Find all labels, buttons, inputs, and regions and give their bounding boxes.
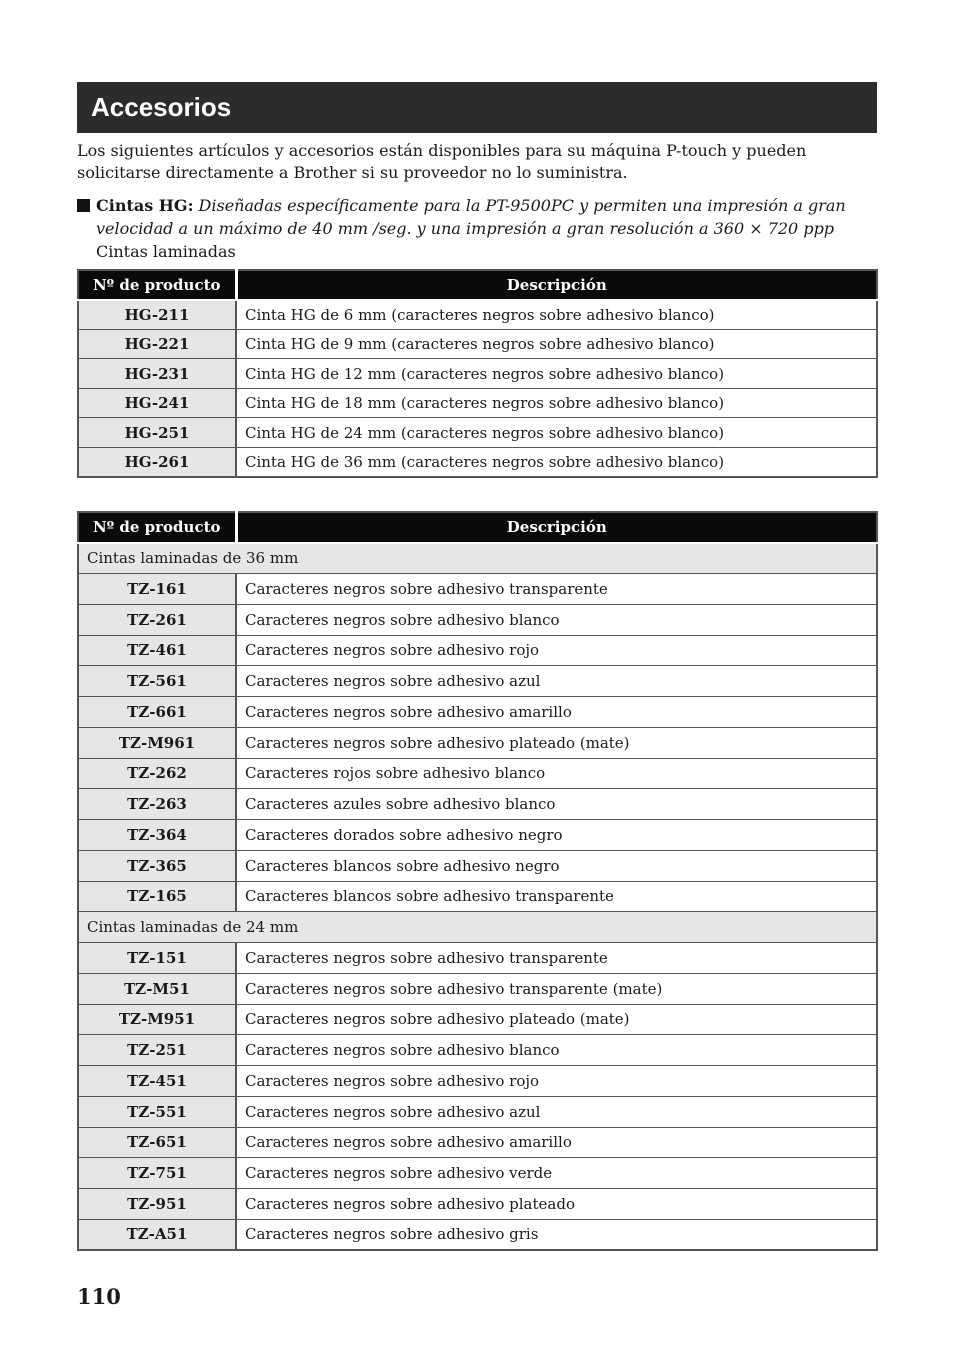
page-title: Accesorios xyxy=(91,92,232,122)
column-header-description: Descripción xyxy=(236,512,877,543)
bullet-subtitle: Cintas laminadas xyxy=(96,242,236,261)
table-row xyxy=(78,1035,877,1066)
product-code: TZ-365 xyxy=(78,850,236,881)
table-group-row xyxy=(78,912,877,943)
intro-paragraph: Los siguientes artículos y accesorios están disponibles para su máquina P-touch y pueden solicitarse directamente a Brother si su proveedor no lo suministra. xyxy=(77,141,807,182)
product-code: TZ-M961 xyxy=(78,727,236,758)
table-row xyxy=(78,943,877,974)
product-code: HG-221 xyxy=(78,329,236,359)
product-description: Cinta HG de 9 mm (caracteres negros sobre adhesivo blanco) xyxy=(236,329,877,359)
product-description: Cinta HG de 12 mm (caracteres negros sobre adhesivo blanco) xyxy=(236,359,877,389)
table-row xyxy=(78,418,877,448)
product-code: HG-241 xyxy=(78,388,236,418)
product-code: TZ-451 xyxy=(78,1066,236,1097)
table-row xyxy=(78,388,877,418)
product-code: TZ-661 xyxy=(78,697,236,728)
product-description: Caracteres dorados sobre adhesivo negro xyxy=(236,820,877,851)
product-description: Cinta HG de 18 mm (caracteres negros sobre adhesivo blanco) xyxy=(236,388,877,418)
product-code: TZ-751 xyxy=(78,1158,236,1189)
product-code: TZ-561 xyxy=(78,666,236,697)
table-row xyxy=(78,1189,877,1220)
table-row xyxy=(78,604,877,635)
table-row xyxy=(78,574,877,605)
product-description: Caracteres negros sobre adhesivo plateado (mate) xyxy=(236,1004,877,1035)
table-row xyxy=(78,1096,877,1127)
product-code: TZ-M951 xyxy=(78,1004,236,1035)
product-description: Caracteres negros sobre adhesivo gris xyxy=(236,1219,877,1250)
product-code: TZ-551 xyxy=(78,1096,236,1127)
bullet-label: Cintas HG: xyxy=(96,196,194,215)
column-header-description: Descripción xyxy=(236,270,877,300)
table-row xyxy=(78,635,877,666)
product-description: Caracteres rojos sobre adhesivo blanco xyxy=(236,758,877,789)
product-code: TZ-165 xyxy=(78,881,236,912)
product-code: TZ-364 xyxy=(78,820,236,851)
product-description: Caracteres negros sobre adhesivo blanco xyxy=(236,1035,877,1066)
table-row xyxy=(78,1158,877,1189)
column-header-code: Nº de producto xyxy=(78,512,236,543)
product-description: Caracteres blancos sobre adhesivo transparente xyxy=(236,881,877,912)
product-description: Cinta HG de 6 mm (caracteres negros sobre adhesivo blanco) xyxy=(236,300,877,330)
product-description: Caracteres negros sobre adhesivo blanco xyxy=(236,604,877,635)
product-code: HG-211 xyxy=(78,300,236,330)
table-row xyxy=(78,1219,877,1250)
product-description: Caracteres azules sobre adhesivo blanco xyxy=(236,789,877,820)
product-code: TZ-263 xyxy=(78,789,236,820)
group-label: Cintas laminadas de 24 mm xyxy=(78,912,877,943)
table-row xyxy=(78,448,877,478)
product-description: Caracteres negros sobre adhesivo amarillo xyxy=(236,1127,877,1158)
table-row xyxy=(78,789,877,820)
table-row xyxy=(78,820,877,851)
product-description: Caracteres negros sobre adhesivo amarillo xyxy=(236,697,877,728)
product-description: Caracteres negros sobre adhesivo azul xyxy=(236,1096,877,1127)
product-description: Cinta HG de 24 mm (caracteres negros sobre adhesivo blanco) xyxy=(236,418,877,448)
table-row xyxy=(78,973,877,1004)
hg-tapes-table xyxy=(77,269,878,478)
table-row xyxy=(78,758,877,789)
product-description: Caracteres negros sobre adhesivo plateado xyxy=(236,1189,877,1220)
product-code: TZ-251 xyxy=(78,1035,236,1066)
table-row xyxy=(78,1066,877,1097)
table-row xyxy=(78,1127,877,1158)
product-code: TZ-262 xyxy=(78,758,236,789)
product-description: Caracteres negros sobre adhesivo transparente (mate) xyxy=(236,973,877,1004)
product-code: TZ-261 xyxy=(78,604,236,635)
product-code: TZ-151 xyxy=(78,943,236,974)
table-row xyxy=(78,329,877,359)
product-code: HG-251 xyxy=(78,418,236,448)
product-code: HG-231 xyxy=(78,359,236,389)
group-label: Cintas laminadas de 36 mm xyxy=(78,543,877,574)
product-code: TZ-951 xyxy=(78,1189,236,1220)
product-code: HG-261 xyxy=(78,448,236,478)
product-description: Cinta HG de 36 mm (caracteres negros sobre adhesivo blanco) xyxy=(236,448,877,478)
tz-tapes-table xyxy=(77,511,878,1251)
table-header-row xyxy=(78,512,877,543)
table-row xyxy=(78,697,877,728)
table-row xyxy=(78,881,877,912)
product-description: Caracteres negros sobre adhesivo azul xyxy=(236,666,877,697)
table-row xyxy=(78,300,877,330)
page-number: 110 xyxy=(77,1284,121,1309)
product-code: TZ-A51 xyxy=(78,1219,236,1250)
product-description: Caracteres negros sobre adhesivo rojo xyxy=(236,635,877,666)
product-description: Caracteres negros sobre adhesivo rojo xyxy=(236,1066,877,1097)
product-code: TZ-651 xyxy=(78,1127,236,1158)
product-description: Caracteres negros sobre adhesivo plateado (mate) xyxy=(236,727,877,758)
bullet-description: Diseñadas específicamente para la PT-9500PC y permiten una impresión a gran velocidad a un máximo de 40 mm /seg. y una impresión a gran resolución a 360 × 720 ppp xyxy=(96,196,846,238)
column-header-code: Nº de producto xyxy=(78,270,236,300)
product-description: Caracteres negros sobre adhesivo transparente xyxy=(236,574,877,605)
product-code: TZ-M51 xyxy=(78,973,236,1004)
square-bullet-icon xyxy=(77,199,90,212)
section-heading-banner xyxy=(77,82,877,133)
product-description: Caracteres blancos sobre adhesivo negro xyxy=(236,850,877,881)
product-description: Caracteres negros sobre adhesivo verde xyxy=(236,1158,877,1189)
bullet-hg-tapes xyxy=(77,194,877,263)
product-code: TZ-461 xyxy=(78,635,236,666)
table-header-row xyxy=(78,270,877,300)
table-row xyxy=(78,1004,877,1035)
table-group-row xyxy=(78,543,877,574)
product-description: Caracteres negros sobre adhesivo transparente xyxy=(236,943,877,974)
table-row xyxy=(78,666,877,697)
product-code: TZ-161 xyxy=(78,574,236,605)
table-row xyxy=(78,359,877,389)
table-row xyxy=(78,850,877,881)
table-row xyxy=(78,727,877,758)
